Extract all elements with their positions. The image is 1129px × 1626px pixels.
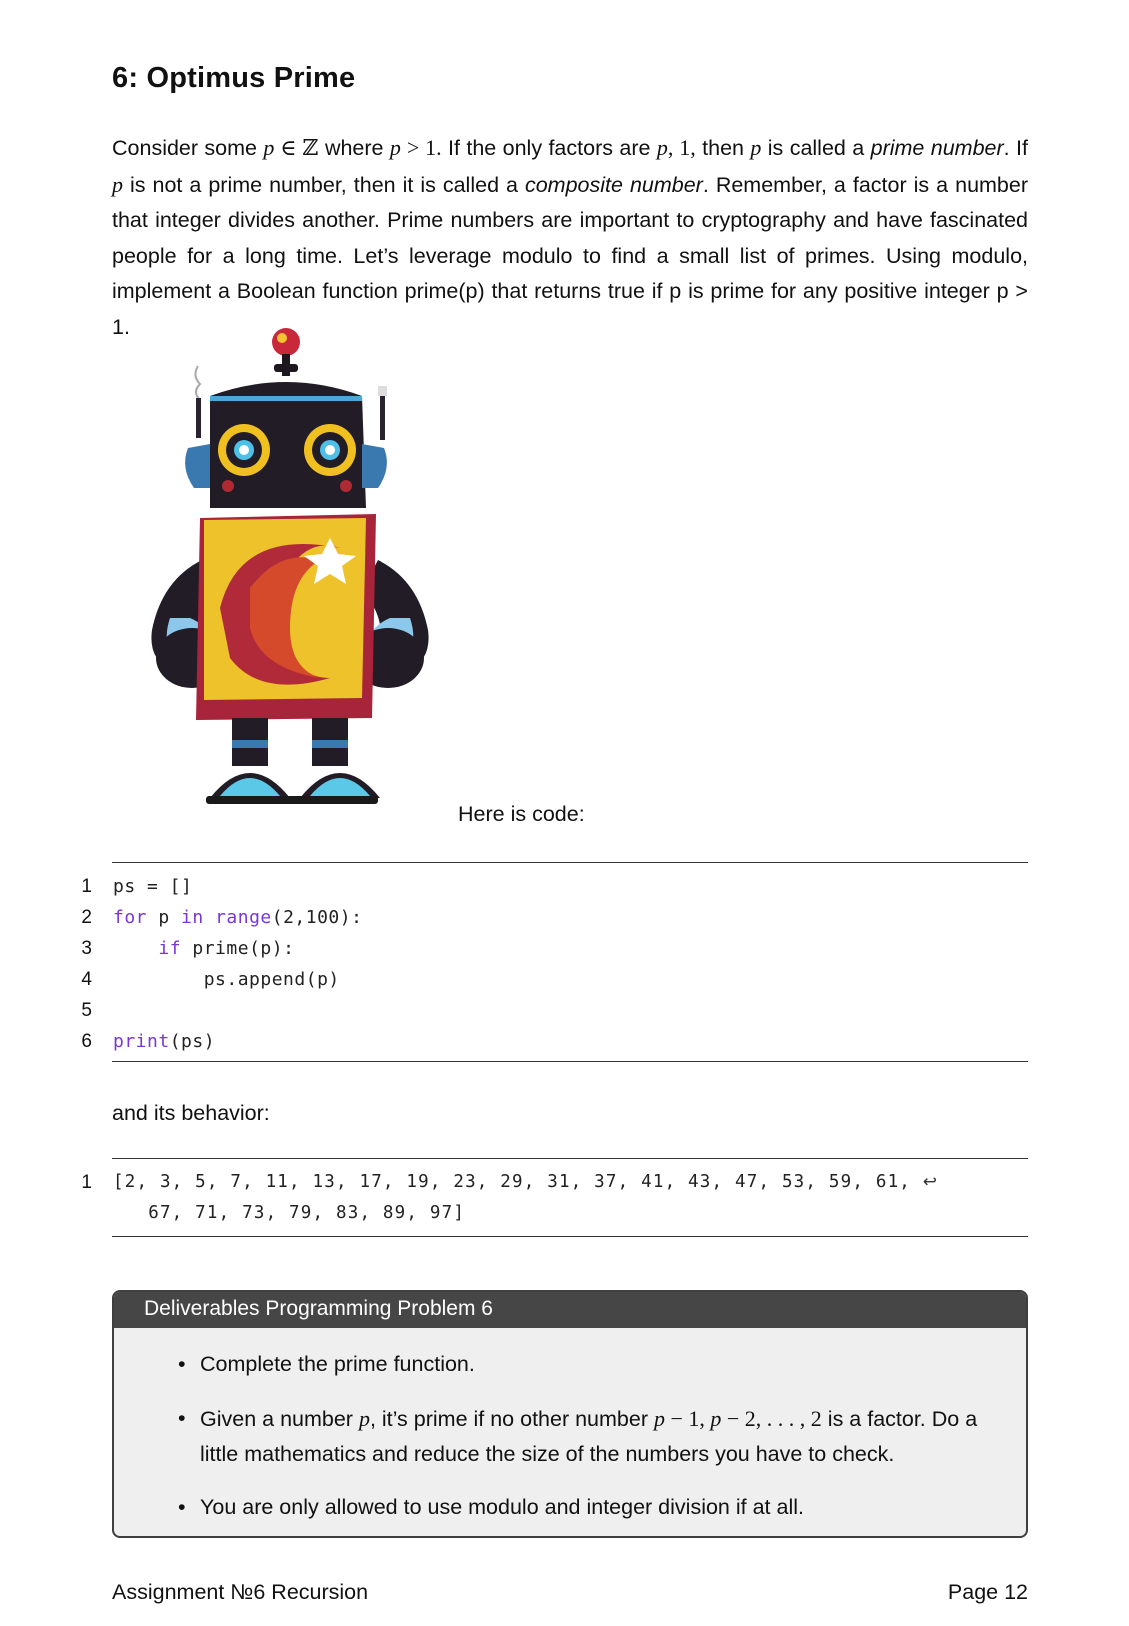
list-item-text: You are only allowed to use modulo and integer division if at all. bbox=[200, 1495, 804, 1519]
code-text: p bbox=[147, 907, 182, 928]
code-line bbox=[0, 876, 1129, 906]
footer-page-number: Page 12 bbox=[947, 1580, 1028, 1604]
code-indent bbox=[113, 938, 158, 959]
intro-text: . If bbox=[1003, 136, 1028, 160]
line-number: 1 bbox=[81, 876, 92, 897]
math-p: p bbox=[263, 135, 275, 160]
code-text: (ps) bbox=[169, 1031, 216, 1052]
intro-text: then bbox=[695, 136, 751, 160]
code-text: prime(p): bbox=[181, 938, 295, 959]
code-text bbox=[113, 907, 362, 928]
output-text bbox=[113, 1172, 938, 1192]
code-text: ps = [] bbox=[113, 876, 193, 897]
list-item bbox=[178, 1347, 1000, 1382]
keyword-in: in bbox=[181, 907, 204, 928]
line-number: 1 bbox=[81, 1172, 92, 1193]
math-sequence: − 2, . . . , 2 bbox=[721, 1406, 822, 1431]
bullet-icon: • bbox=[178, 1406, 186, 1430]
intro-text: Consider some bbox=[112, 136, 264, 160]
keyword-if: if bbox=[158, 938, 182, 959]
output-line bbox=[0, 1172, 1129, 1202]
intro-paragraph bbox=[112, 130, 1028, 345]
deliverables-title: Deliverables Programming Problem 6 bbox=[144, 1297, 493, 1320]
output-text-part: [2, 3, 5, 7, 11, 13, 17, 19, 23, 29, 31, 37, 41, 43, 47, 53, 59, 61, bbox=[113, 1172, 912, 1192]
code-bottom-rule bbox=[112, 1061, 1028, 1062]
math-p: p bbox=[710, 1406, 722, 1431]
line-number: 4 bbox=[81, 969, 92, 990]
list-item-text: Complete the prime function. bbox=[200, 1352, 475, 1376]
list-item-text: , it’s prime if no other number bbox=[369, 1407, 654, 1431]
code-top-rule bbox=[112, 862, 1028, 863]
code-line bbox=[0, 1000, 1129, 1030]
behavior-label: and its behavior: bbox=[112, 1101, 270, 1125]
line-number: 2 bbox=[81, 907, 92, 928]
intro-text: . Remember, a factor is a number that integer divides another. Prime numbers are important to cryptography and have fascinated people for a long time. Let’s leverage modulo to find a small list of primes. Using modulo, implement a Boolean function prime(p) that returns true if p is prime for any positive integer p > 1. bbox=[112, 172, 1029, 339]
term-composite-number: composite number bbox=[524, 172, 703, 197]
intro-text: If the only factors are bbox=[441, 136, 657, 160]
math-p: p bbox=[750, 135, 762, 160]
footer-assignment: Assignment №6 Recursion bbox=[112, 1580, 369, 1604]
intro-text: is not a prime number, then it is called a bbox=[123, 172, 525, 197]
line-number: 5 bbox=[81, 1000, 92, 1021]
math-p: p bbox=[358, 1406, 370, 1431]
keyword-print: print bbox=[113, 1031, 170, 1052]
code-line bbox=[0, 1031, 1129, 1061]
keyword-range: range bbox=[215, 907, 272, 928]
math-in-integers: ∈ ℤ bbox=[274, 135, 319, 160]
deliverables-box bbox=[112, 1290, 1028, 1538]
output-bottom-rule bbox=[112, 1236, 1028, 1237]
math-minus-one: − 1, bbox=[664, 1406, 711, 1431]
output-text: 67, 71, 73, 79, 83, 89, 97] bbox=[113, 1203, 466, 1223]
bullet-icon: • bbox=[178, 1352, 186, 1376]
math-p: p bbox=[656, 135, 668, 160]
code-text bbox=[113, 1031, 215, 1052]
code-text: ps.append(p) bbox=[113, 969, 340, 990]
line-continuation-icon: ↩ bbox=[922, 1172, 939, 1192]
line-number: 6 bbox=[81, 1031, 92, 1052]
code-line bbox=[0, 907, 1129, 937]
list-item bbox=[178, 1401, 1000, 1472]
math-p: p bbox=[389, 135, 401, 160]
math-p: p bbox=[112, 171, 123, 197]
line-number: 3 bbox=[81, 938, 92, 959]
math-one: , 1, bbox=[667, 135, 696, 160]
code-intro-label: Here is code: bbox=[458, 802, 585, 826]
code-text bbox=[204, 907, 215, 928]
math-greater-than-one: > 1. bbox=[400, 135, 442, 160]
output-top-rule bbox=[112, 1158, 1028, 1159]
math-p: p bbox=[653, 1406, 665, 1431]
list-item bbox=[178, 1490, 1000, 1525]
robot-illustration bbox=[140, 328, 460, 828]
code-text: (2,100): bbox=[271, 907, 363, 928]
intro-text: where bbox=[318, 136, 390, 160]
list-item-text: is a factor. Do a little mathematics and reduce the size of the numbers you have to check. bbox=[200, 1407, 978, 1466]
section-title: 6: Optimus Prime bbox=[112, 62, 356, 94]
code-text bbox=[113, 938, 294, 959]
keyword-for: for bbox=[113, 907, 148, 928]
term-prime-number: prime number bbox=[870, 136, 1004, 160]
intro-text: is called a bbox=[761, 136, 871, 160]
list-item-text: Given a number bbox=[200, 1407, 359, 1431]
code-line bbox=[0, 969, 1129, 999]
code-line bbox=[0, 938, 1129, 968]
bullet-icon: • bbox=[178, 1495, 186, 1519]
output-line bbox=[0, 1203, 1129, 1233]
deliverables-header bbox=[114, 1292, 1026, 1328]
